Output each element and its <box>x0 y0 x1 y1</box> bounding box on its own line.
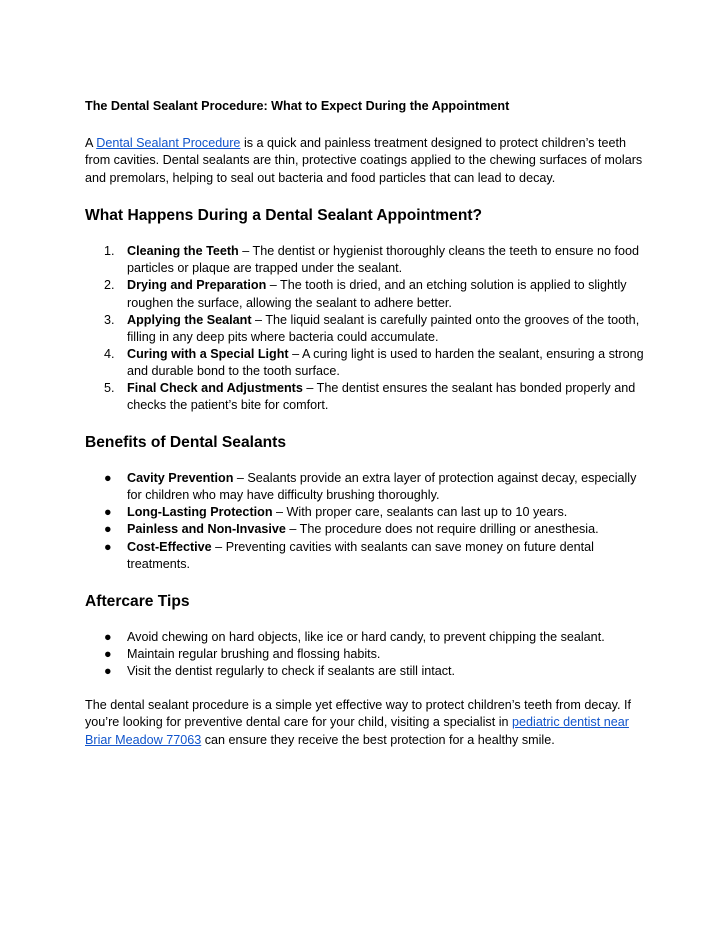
page-title: The Dental Sealant Procedure: What to Expect During the Appointment <box>85 99 510 113</box>
intro-paragraph <box>85 135 645 187</box>
benefit-title: Painless and Non-Invasive <box>127 522 286 537</box>
closing-text-pre: The dental sealant procedure is a simple yet effective way to protect children’s teeth from decay. If you’re looking for preventive dental care for your child, visiting a specialist in <box>85 698 632 730</box>
intro-text-post: is a quick and painless treatment designed to protect children’s teeth from cavities. Dental sealants are thin, protective coatings applied to the chewing surfaces of molars and premolars, helping to seal out bacteria and food particles that can lead to decay. <box>85 136 643 185</box>
bullet-icon: ● <box>104 471 112 486</box>
list-item-benefit <box>85 470 645 504</box>
list-item-step-4 <box>85 346 645 380</box>
list-item-aftercare <box>85 663 645 680</box>
benefit-title: Cost-Effective <box>127 539 212 554</box>
list-item-aftercare <box>85 646 645 663</box>
benefit-text: – The procedure does not require drilling or anesthesia. <box>285 522 599 537</box>
bullet-icon: ● <box>104 629 112 644</box>
benefit-title: Long-Lasting Protection <box>127 505 273 520</box>
list-number: 3. <box>104 312 115 327</box>
list-number: 4. <box>104 346 115 361</box>
procedure-steps-list <box>85 243 645 414</box>
bullet-icon: ● <box>104 505 112 520</box>
list-item-benefit <box>85 521 645 538</box>
bullet-icon: ● <box>104 539 112 554</box>
closing-text-post: can ensure they receive the best protection for a healthy smile. <box>201 732 555 747</box>
list-item-aftercare <box>85 629 645 646</box>
pediatric-dentist-link[interactable]: pediatric dentist near Briar Meadow 77063 <box>85 715 629 747</box>
step-title: Drying and Preparation <box>127 278 267 293</box>
dental-sealant-procedure-link[interactable]: Dental Sealant Procedure <box>96 136 241 150</box>
list-number: 2. <box>104 278 115 293</box>
bullet-icon: ● <box>104 663 112 678</box>
list-item-benefit <box>85 504 645 521</box>
list-item-benefit <box>85 539 645 573</box>
step-title: Cleaning the Teeth <box>127 244 239 259</box>
benefit-title: Cavity Prevention <box>127 471 234 486</box>
intro-text-pre: A <box>85 136 97 150</box>
list-item-step-1 <box>85 243 645 277</box>
step-text: – The tooth is dried, and an etching solution is applied to slightly roughen the surface, allowing the sealant to adhere better. <box>127 278 627 310</box>
aftercare-list <box>85 629 645 680</box>
document-page <box>85 97 645 749</box>
bullet-icon: ● <box>104 522 112 537</box>
closing-paragraph <box>85 697 645 749</box>
list-item-step-3 <box>85 312 645 346</box>
list-number: 5. <box>104 380 115 395</box>
heading-aftercare: Aftercare Tips <box>85 592 190 610</box>
list-item-step-5 <box>85 380 645 414</box>
list-item-step-2 <box>85 277 645 311</box>
step-text: – A curing light is used to harden the sealant, ensuring a strong and durable bond to the tooth surface. <box>127 346 644 378</box>
benefit-text: – Preventing cavities with sealants can save money on future dental treatments. <box>127 539 594 571</box>
aftercare-text: Visit the dentist regularly to check if sealants are still intact. <box>127 663 456 678</box>
step-text: – The dentist ensures the sealant has bonded properly and checks the patient’s bite for comfort. <box>127 380 636 413</box>
benefits-list <box>85 470 645 573</box>
heading-what-happens: What Happens During a Dental Sealant Appointment? <box>85 207 483 225</box>
benefit-text: – With proper care, sealants can last up to 10 years. <box>272 505 568 520</box>
list-number: 1. <box>104 244 115 259</box>
aftercare-text: Maintain regular brushing and flossing habits. <box>127 646 381 661</box>
heading-benefits: Benefits of Dental Sealants <box>85 434 287 452</box>
step-text: – The liquid sealant is carefully painted onto the grooves of the tooth, filling in any deep pits where bacteria could accumulate. <box>127 312 640 344</box>
step-title: Final Check and Adjustments <box>127 380 303 395</box>
step-title: Curing with a Special Light <box>127 346 289 361</box>
step-title: Applying the Sealant <box>127 312 252 327</box>
aftercare-text: Avoid chewing on hard objects, like ice or hard candy, to prevent chipping the sealant. <box>127 629 605 644</box>
step-text: – The dentist or hygienist thoroughly cleans the teeth to ensure no food particles or plaque are trapped under the sealant. <box>127 244 639 276</box>
bullet-icon: ● <box>104 646 112 661</box>
benefit-text: – Sealants provide an extra layer of protection against decay, especially for children who may have difficulty brushing thoroughly. <box>127 471 637 503</box>
